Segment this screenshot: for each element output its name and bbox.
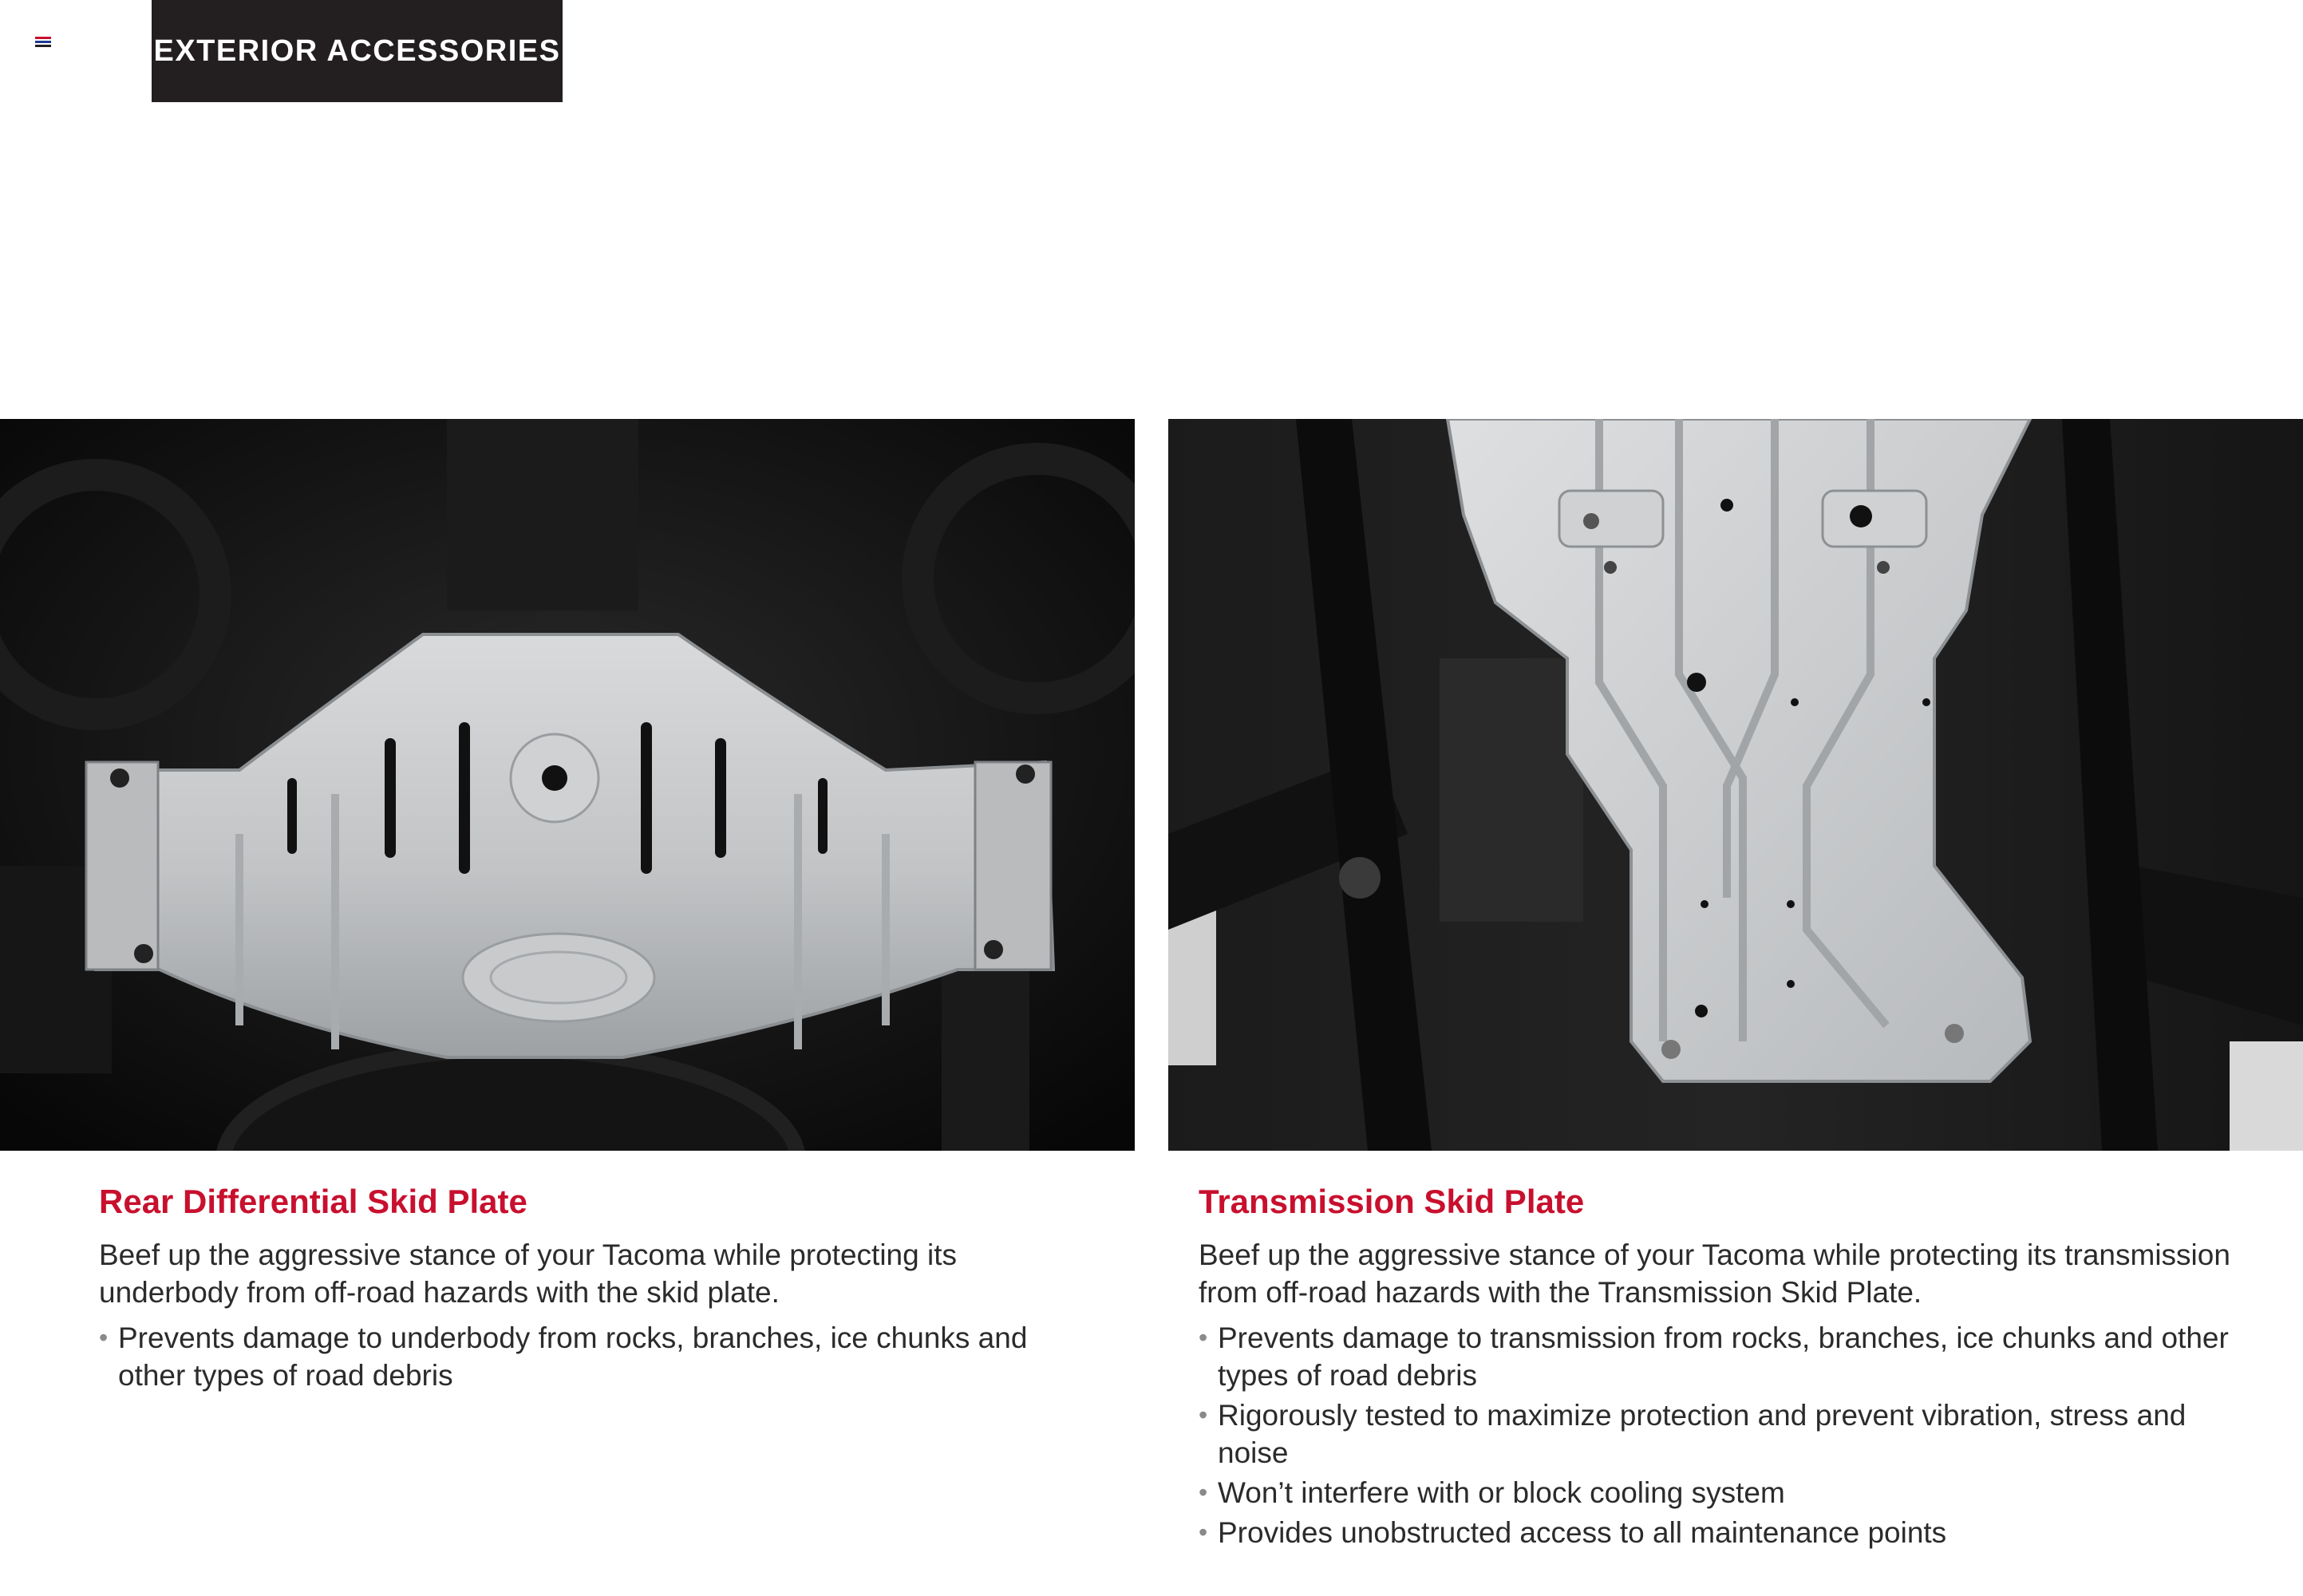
rear-differential-skid-plate-card — [99, 1177, 1088, 1396]
product-title: Rear Differential Skid Plate — [99, 1183, 527, 1220]
feature-item: • Prevents damage to transmission from rocks, branches, ice chunks and other types of road debris — [1199, 1319, 2236, 1394]
feature-item: • Rigorously tested to maximize protection and prevent vibration, stress and noise — [1199, 1396, 2236, 1472]
transmission-skid-plate-image — [1168, 419, 2303, 1151]
product-title: Transmission Skid Plate — [1199, 1183, 1585, 1220]
feature-list — [1199, 1319, 2236, 1551]
feature-list — [99, 1319, 1088, 1394]
menu-icon[interactable] — [35, 37, 51, 48]
section-title: EXTERIOR ACCESSORIES — [153, 34, 561, 68]
product-description: Beef up the aggressive stance of your Tacoma while protecting its underbody from off-road hazards with the skid plate. — [99, 1238, 957, 1309]
section-title-tab — [152, 0, 563, 102]
transmission-skid-plate-card — [1199, 1177, 2236, 1554]
rear-differential-skid-plate-image — [0, 419, 1135, 1151]
feature-item: • Prevents damage to underbody from rocks, branches, ice chunks and other types of road debris — [99, 1319, 1088, 1394]
feature-item: • Provides unobstructed access to all maintenance points — [1199, 1514, 2236, 1551]
feature-item: • Won’t interfere with or block cooling system — [1199, 1474, 2236, 1511]
product-description: Beef up the aggressive stance of your Tacoma while protecting its transmission from off-road hazards with the Transmission Skid Plate. — [1199, 1238, 2230, 1309]
